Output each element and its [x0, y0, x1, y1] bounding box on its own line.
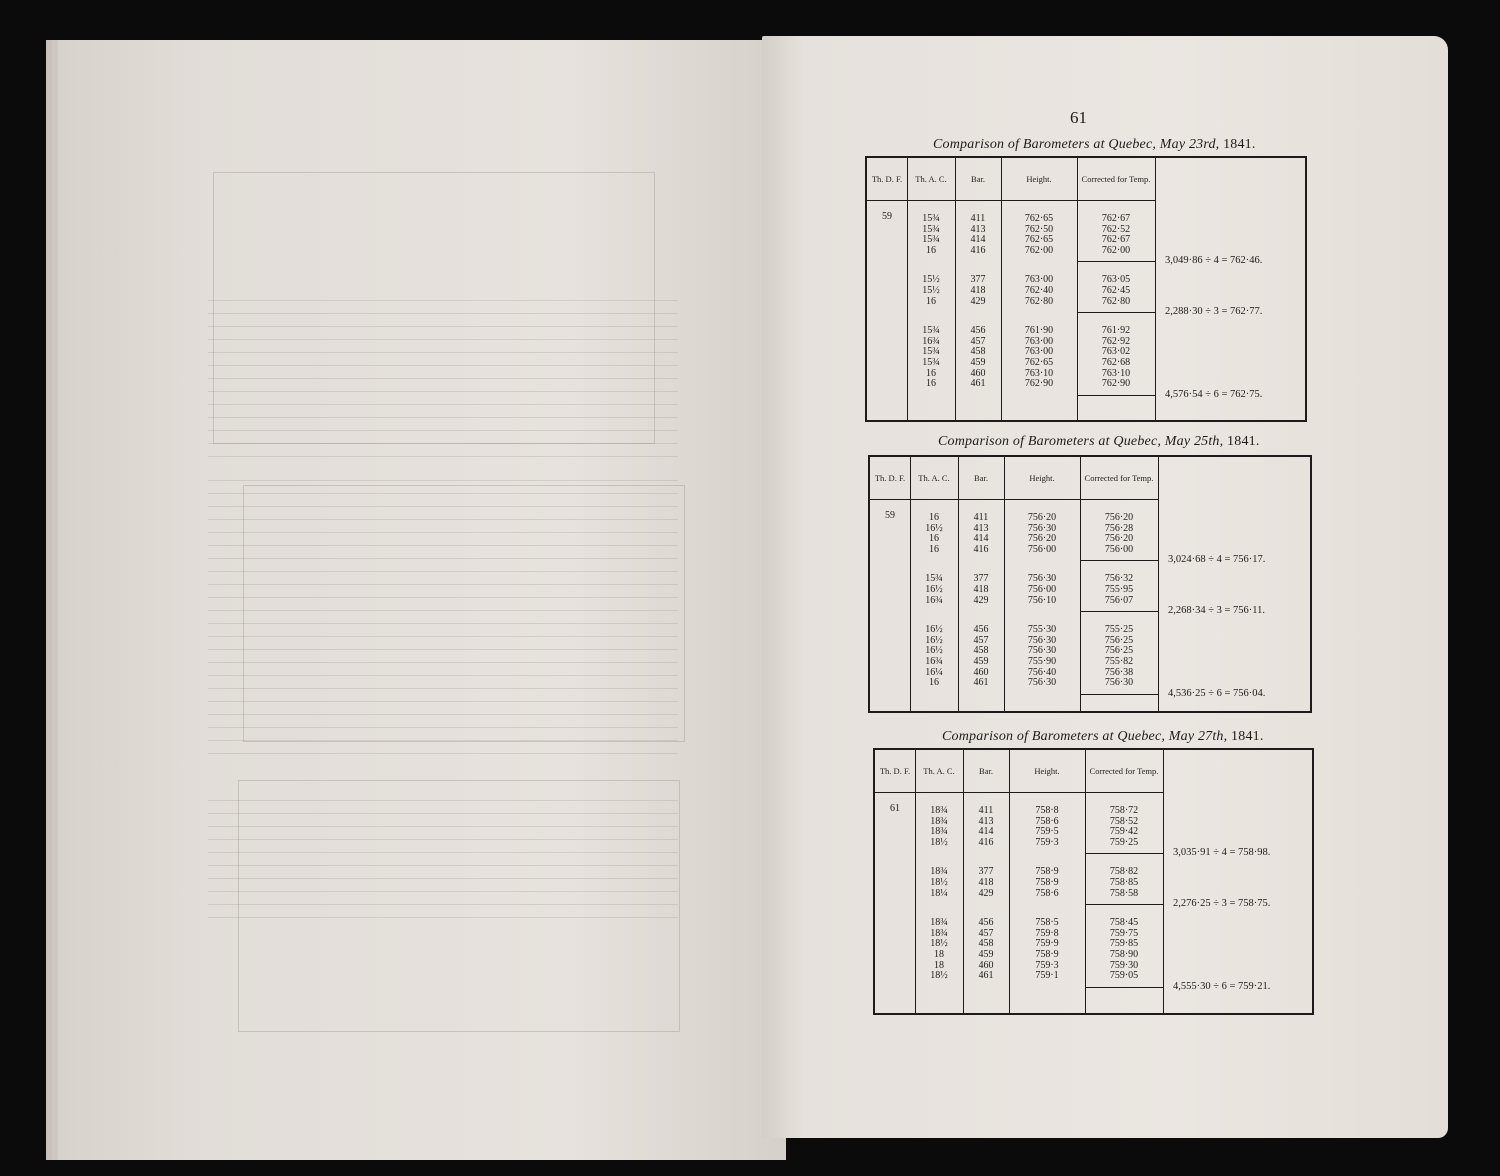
bar-values: 456 457 458 459 460 461	[970, 325, 986, 390]
th-a-values: 18¾ 18¾ 18¾ 18½	[930, 805, 948, 848]
column-rule	[1158, 457, 1159, 711]
show-through-line	[208, 813, 678, 814]
bar-values: 411 413 414 416	[978, 805, 994, 848]
bar-values: 411 413 414 416	[973, 512, 989, 555]
group-sum: 4,536·25 ÷ 6 = 756·04.	[1168, 687, 1266, 699]
show-through-line	[208, 904, 678, 905]
height-values: 755·30 756·30 756·30 755·90 756·40 756·30	[1027, 624, 1057, 689]
header-corrected: Corrected for Temp.	[1084, 473, 1154, 483]
group-rule	[1077, 395, 1155, 396]
group-sum: 3,049·86 ÷ 4 = 762·46.	[1165, 255, 1263, 267]
header-height: Height.	[1029, 473, 1055, 483]
group-rule	[1080, 694, 1158, 695]
corrected-values: 755·25 756·25 756·25 755·82 756·38 756·30	[1104, 624, 1134, 689]
header-th-a: Th. A. C.	[923, 766, 955, 776]
height-values: 756·30 756·00 756·10	[1027, 573, 1057, 606]
bar-values: 456 457 458 459 460 461	[973, 624, 989, 689]
th-a-values: 15½ 15½ 16	[922, 274, 940, 307]
show-through-line	[208, 365, 678, 366]
show-through-line	[208, 480, 678, 481]
header-th-d: Th. D. F.	[871, 174, 903, 184]
show-through-line	[208, 597, 678, 598]
group-sum: 2,288·30 ÷ 3 = 762·77.	[1165, 306, 1263, 318]
header-th-a: Th. A. C.	[915, 174, 947, 184]
header-height: Height.	[1026, 174, 1052, 184]
bar-values: 411 413 414 416	[970, 213, 986, 256]
show-through-line	[208, 545, 678, 546]
show-through-line	[208, 417, 678, 418]
show-through-line	[208, 714, 678, 715]
th-a-values: 16 16½ 16 16	[925, 512, 943, 555]
header-th-a: Th. A. C.	[918, 473, 950, 483]
group-rule	[1085, 904, 1163, 905]
show-through-line	[208, 865, 678, 866]
group-sum: 2,276·25 ÷ 3 = 758·75.	[1173, 898, 1271, 910]
corrected-values: 756·20 756·28 756·20 756·00	[1104, 512, 1134, 555]
group-sum: 4,555·30 ÷ 6 = 759·21.	[1173, 980, 1271, 992]
header-height: Height.	[1034, 766, 1060, 776]
show-through-line	[208, 313, 678, 314]
th-a-values: 18¾ 18¾ 18½ 18 18 18½	[930, 917, 948, 982]
show-through-line	[208, 456, 678, 457]
group-sum: 2,268·34 ÷ 3 = 756·11.	[1168, 605, 1266, 617]
header-th-d: Th. D. F.	[874, 473, 906, 483]
show-through-line	[208, 753, 678, 754]
show-through-line	[208, 558, 678, 559]
th-a-values: 16½ 16½ 16½ 16¾ 16¼ 16	[925, 624, 943, 689]
caption-text: Comparison of Barometers at Quebec, May 27th,	[942, 729, 1228, 744]
corrected-values: 761·92 762·92 763·02 762·68 763·10 762·90	[1101, 325, 1131, 390]
show-through-line	[208, 740, 678, 741]
corrected-values: 762·67 762·52 762·67 762·00	[1101, 213, 1131, 256]
show-through-line	[208, 352, 678, 353]
show-through-line	[208, 391, 678, 392]
header-rule	[875, 792, 1163, 793]
show-through-line	[208, 430, 678, 431]
show-through-line	[208, 839, 678, 840]
header-rule	[870, 499, 1158, 500]
show-through-table-middle	[243, 485, 685, 742]
group-sum: 4,576·54 ÷ 6 = 762·75.	[1165, 388, 1263, 400]
group-sum: 3,024·68 ÷ 4 = 756·17.	[1168, 554, 1266, 566]
show-through-line	[208, 636, 678, 637]
column-rule	[1155, 158, 1156, 420]
show-through-line	[208, 649, 678, 650]
header-corrected: Corrected for Temp.	[1089, 766, 1159, 776]
corrected-values: 763·05 762·45 762·80	[1101, 274, 1131, 307]
th-d-value: 61	[890, 803, 900, 814]
show-through-line	[208, 378, 678, 379]
height-values: 761·90 763·00 763·00 762·65 763·10 762·90	[1024, 325, 1054, 390]
bar-values: 377 418 429	[970, 274, 986, 307]
header-corrected: Corrected for Temp.	[1081, 174, 1151, 184]
show-through-line	[208, 662, 678, 663]
show-through-line	[208, 571, 678, 572]
show-through-line	[208, 701, 678, 702]
show-through-line	[208, 519, 678, 520]
th-d-value: 59	[882, 211, 892, 222]
group-rule	[1085, 987, 1163, 988]
barometer-table	[868, 455, 1312, 713]
group-rule	[1085, 853, 1163, 854]
show-through-line	[208, 727, 678, 728]
header-th-d: Th. D. F.	[879, 766, 911, 776]
height-values: 758·8 758·6 759·5 759·3	[1035, 805, 1059, 848]
table-caption	[942, 729, 1264, 745]
height-values: 756·20 756·30 756·20 756·00	[1027, 512, 1057, 555]
table-caption	[933, 137, 1256, 153]
show-through-line	[208, 878, 678, 879]
th-a-values: 15¾ 16½ 16¾	[925, 573, 943, 606]
header-rule	[867, 200, 1155, 201]
height-values: 762·65 762·50 762·65 762·00	[1024, 213, 1054, 256]
show-through-line	[208, 917, 678, 918]
show-through-line	[208, 326, 678, 327]
height-values: 758·5 759·8 759·9 758·9 759·3 759·1	[1035, 917, 1059, 982]
show-through-line	[208, 891, 678, 892]
th-a-values: 15¾ 15¾ 15¾ 16	[922, 213, 940, 256]
show-through-line	[208, 688, 678, 689]
height-values: 758·9 758·9 758·6	[1035, 866, 1059, 899]
header-bar: Bar.	[971, 174, 985, 184]
group-rule	[1077, 312, 1155, 313]
table-caption	[938, 434, 1260, 450]
bar-values: 377 418 429	[978, 866, 994, 899]
corrected-values: 758·45 759·75 759·85 758·90 759·30 759·05	[1109, 917, 1139, 982]
page-number: 61	[1070, 108, 1087, 127]
corrected-values: 758·82 758·85 758·58	[1109, 866, 1139, 899]
th-a-values: 18¾ 18½ 18¼	[930, 866, 948, 899]
height-values: 763·00 762·40 762·80	[1024, 274, 1054, 307]
group-rule	[1080, 611, 1158, 612]
show-through-line	[208, 826, 678, 827]
show-through-line	[208, 584, 678, 585]
group-rule	[1077, 261, 1155, 262]
show-through-line	[208, 623, 678, 624]
bar-values: 377 418 429	[973, 573, 989, 606]
show-through-line	[208, 443, 678, 444]
caption-year: 1841.	[1223, 137, 1256, 152]
group-rule	[1080, 560, 1158, 561]
caption-text: Comparison of Barometers at Quebec, May 25th,	[938, 434, 1224, 449]
caption-year: 1841.	[1231, 729, 1264, 744]
header-bar: Bar.	[974, 473, 988, 483]
bar-values: 456 457 458 459 460 461	[978, 917, 994, 982]
corrected-values: 756·32 755·95 756·07	[1104, 573, 1134, 606]
show-through-line	[208, 339, 678, 340]
group-sum: 3,035·91 ÷ 4 = 758·98.	[1173, 847, 1271, 859]
show-through-line	[208, 300, 678, 301]
corrected-values: 758·72 758·52 759·42 759·25	[1109, 805, 1139, 848]
show-through-line	[208, 493, 678, 494]
left-page	[58, 40, 786, 1160]
column-rule	[1163, 750, 1164, 1013]
show-through-line	[208, 852, 678, 853]
caption-year: 1841.	[1227, 434, 1260, 449]
caption-text: Comparison of Barometers at Quebec, May 23rd,	[933, 137, 1220, 152]
header-bar: Bar.	[979, 766, 993, 776]
th-a-values: 15¾ 16¾ 15¾ 15¾ 16 16	[922, 325, 940, 390]
barometer-table	[873, 748, 1314, 1015]
show-through-line	[208, 800, 678, 801]
show-through-line	[208, 506, 678, 507]
show-through-line	[208, 532, 678, 533]
show-through-line	[208, 404, 678, 405]
show-through-line	[208, 675, 678, 676]
show-through-table-bottom	[238, 780, 680, 1032]
show-through-line	[208, 610, 678, 611]
barometer-table	[865, 156, 1307, 422]
th-d-value: 59	[885, 510, 895, 521]
